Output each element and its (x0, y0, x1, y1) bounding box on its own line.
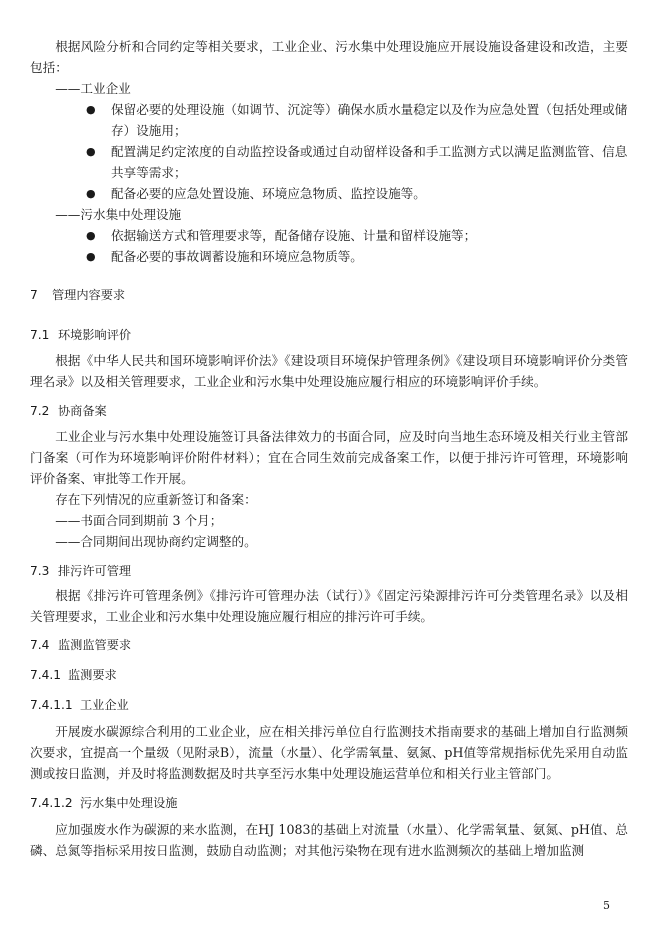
section-number: 7 (30, 288, 38, 302)
section-heading-7-2 (30, 401, 628, 421)
section-paragraph: 根据《排污许可管理条例》《排污许可管理办法（试行）》《固定污染源排污许可分类管理名录》以及相关管理要求，工业企业和污水集中处理设施应履行相应的排污许可手续。 (30, 588, 628, 624)
bullet-icon: ● (86, 103, 96, 116)
intro-paragraph: 根据风险分析和合同约定等相关要求，工业企业、污水集中处理设施应开展设施设备建设和改造，主要包括： (30, 39, 628, 75)
content-column (30, 36, 628, 861)
dash-item: ——合同期间出现协商约定调整的。 (55, 534, 257, 549)
dash-item: ——书面合同到期前 3 个月； (55, 513, 223, 528)
bullet-icon: ● (86, 187, 96, 200)
section-heading-7-4-1 (30, 665, 628, 685)
list-item-text: 配置满足约定浓度的自动监控设备或通过自动留样设备和手工监测方式以满足监测监管、信息共享等需求； (111, 144, 628, 180)
section-title: 监测监管要求 (58, 638, 132, 652)
section-heading-7-3 (30, 561, 628, 581)
section-number: 7.2 (30, 404, 50, 418)
section-paragraph: 应加强废水作为碳源的来水监测，在HJ 1083的基础上对流量（水量）、化学需氧量、氨氮、pH值、总磷、总氮等指标采用按日监测，鼓励自动监测；对其他污染物在现有进水监测频次的基础上增加监测 (30, 822, 628, 858)
section-title: 协商备案 (58, 404, 107, 418)
list-item (30, 246, 628, 267)
section-number: 7.4.1.2 (30, 796, 73, 810)
section-title: 管理内容要求 (52, 288, 126, 302)
list-item-text: 配备必要的事故调蓄设施和环境应急物质等。 (111, 249, 363, 264)
section-heading-7-4-1-1 (30, 695, 628, 715)
section-title: 监测要求 (68, 668, 117, 682)
section-number: 7.1 (30, 328, 50, 342)
section-heading-7-4-1-2 (30, 793, 628, 813)
bullet-icon: ● (86, 145, 96, 158)
section-title: 环境影响评价 (58, 328, 132, 342)
section-title: 排污许可管理 (58, 564, 132, 578)
bullet-icon: ● (86, 250, 96, 263)
list-item-text: 依据输送方式和管理要求等，配备储存设施、计量和留样设施等； (111, 228, 477, 243)
section-number: 7.4.1 (30, 668, 62, 682)
section-number: 7.3 (30, 564, 50, 578)
section-number: 7.4 (30, 638, 50, 652)
section-paragraph: 存在下列情况的应重新签订和备案： (55, 492, 257, 507)
section-heading-7-1 (30, 325, 628, 345)
section-paragraph: 根据《中华人民共和国环境影响评价法》《建设项目环境保护管理条例》《建设项目环境影响评价分类管理名录》以及相关管理要求，工业企业和污水集中处理设施应履行相应的环境影响评价手续。 (30, 353, 628, 389)
bullet-icon: ● (86, 229, 96, 242)
list-item (30, 183, 628, 204)
section-title: 工业企业 (80, 698, 129, 712)
list-item-text: 保留必要的处理设施（如调节、沉淀等）确保水质水量稳定以及作为应急处置（包括处理或储存）设施用； (111, 102, 628, 138)
section-paragraph: 工业企业与污水集中处理设施签订具备法律效力的书面合同，应及时向当地生态环境及相关行业主管部门备案（可作为环境影响评价附件材料）；宜在合同生效前完成备案工作，以便于排污许可管理，环境影响评价备案、审批等工作开展。 (30, 429, 628, 486)
list-item-text: 配备必要的应急处置设施、环境应急物质、监控设施等。 (111, 186, 426, 201)
section-number: 7.4.1.1 (30, 698, 73, 712)
industrial-label: ——工业企业 (55, 81, 131, 96)
sewage-label: ——污水集中处理设施 (55, 207, 182, 222)
page-number: 5 (603, 899, 610, 912)
section-paragraph: 开展废水碳源综合利用的工业企业，应在相关排污单位自行监测技术指南要求的基础上增加自行监测频次要求，宜提高一个量级（见附录B），流量（水量）、化学需氧量、氨氮、pH值等常规指标优先采用自动监测或按日监测，并及时将监测数据及时共享至污水集中处理设施运营单位和相关行业主管部门。 (30, 724, 628, 781)
list-item (30, 225, 628, 246)
section-heading-7 (30, 285, 628, 305)
section-heading-7-4 (30, 635, 628, 655)
section-title: 污水集中处理设施 (80, 796, 178, 810)
list-item (30, 99, 628, 141)
list-item (30, 141, 628, 183)
